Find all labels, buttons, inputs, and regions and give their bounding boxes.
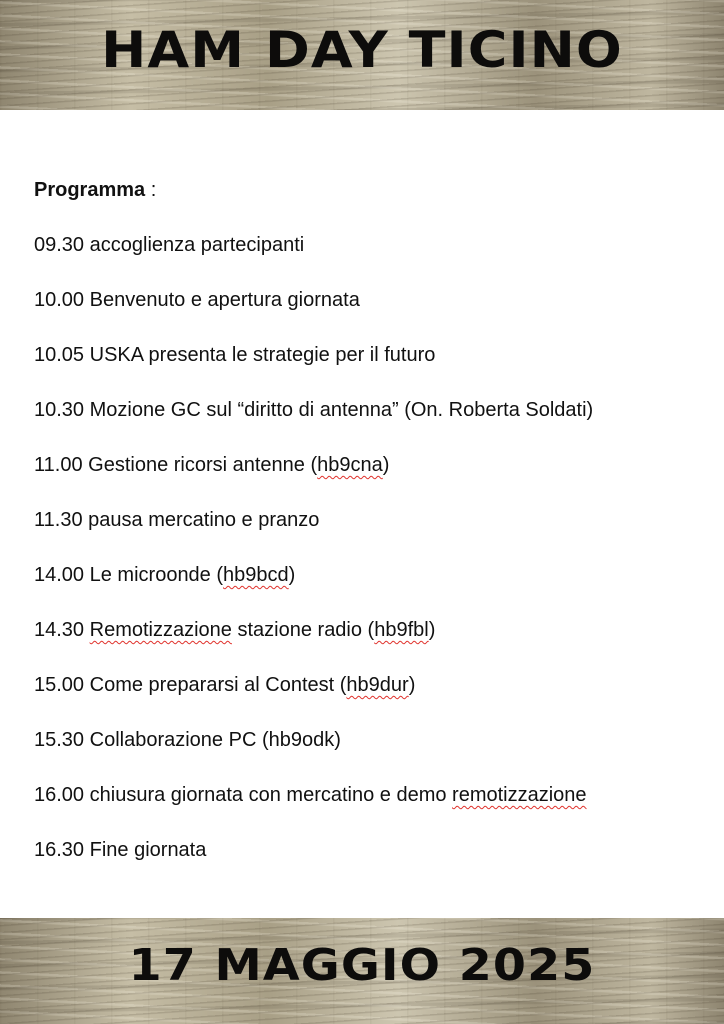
item-callsign: hb9cna	[317, 454, 383, 476]
program-item	[34, 507, 319, 533]
item-time: 16.30	[34, 839, 85, 861]
item-text-end: )	[288, 564, 296, 586]
item-callsign: hb9bcd	[223, 564, 289, 586]
program-item	[34, 562, 295, 588]
program-section	[34, 110, 714, 918]
item-time: 10.05	[34, 344, 85, 366]
item-time: 11.00	[34, 454, 83, 476]
item-time: 10.30	[34, 399, 85, 421]
item-time: 15.30	[34, 729, 85, 751]
program-heading-label: Programma	[34, 179, 146, 201]
item-text: chiusura giornata con mercatino e demo	[89, 784, 453, 806]
item-text: Mozione GC sul “diritto di antenna” (On. Roberta Soldati)	[89, 399, 594, 421]
item-text-end: )	[428, 619, 436, 641]
program-item	[34, 452, 389, 478]
item-text: Fine giornata	[89, 839, 207, 861]
item-text: pausa mercatino e pranzo	[88, 509, 320, 531]
program-item	[34, 782, 587, 808]
item-text: USKA presenta le strategie per il futuro	[89, 344, 436, 366]
program-item	[34, 837, 206, 863]
item-callsign: hb9dur	[346, 674, 409, 696]
item-time: 11.30	[34, 509, 83, 531]
program-item	[34, 342, 435, 368]
program-heading	[34, 177, 156, 203]
header-banner	[0, 0, 724, 110]
item-flagged-word: remotizzazione	[452, 784, 587, 806]
footer-banner	[0, 918, 724, 1024]
item-time: 14.00	[34, 564, 85, 586]
item-text-end: )	[382, 454, 390, 476]
item-callsign: hb9fbl	[374, 619, 429, 641]
item-text: Benvenuto e apertura giornata	[89, 289, 360, 311]
item-text: Gestione ricorsi antenne (	[88, 454, 318, 476]
item-text: Come prepararsi al Contest (	[89, 674, 347, 696]
program-item	[34, 617, 435, 643]
program-item	[34, 232, 304, 258]
event-title: HAM DAY TICINO	[101, 21, 623, 79]
program-heading-colon: :	[145, 179, 157, 201]
item-text: Collaborazione PC (hb9odk)	[89, 729, 341, 751]
program-item	[34, 672, 415, 698]
item-text-end: )	[408, 674, 416, 696]
item-flagged-word: Remotizzazione	[89, 619, 232, 641]
event-date: 17 MAGGIO 2025	[128, 940, 596, 991]
item-time: 16.00	[34, 784, 85, 806]
item-time: 15.00	[34, 674, 85, 696]
program-item	[34, 727, 341, 753]
item-text: accoglienza partecipanti	[89, 234, 305, 256]
program-item	[34, 397, 593, 423]
item-text: stazione radio (	[231, 619, 375, 641]
program-item	[34, 287, 360, 313]
item-time: 09.30	[34, 234, 85, 256]
item-time: 10.00	[34, 289, 85, 311]
item-text: Le microonde (	[89, 564, 224, 586]
item-time: 14.30	[34, 619, 85, 641]
